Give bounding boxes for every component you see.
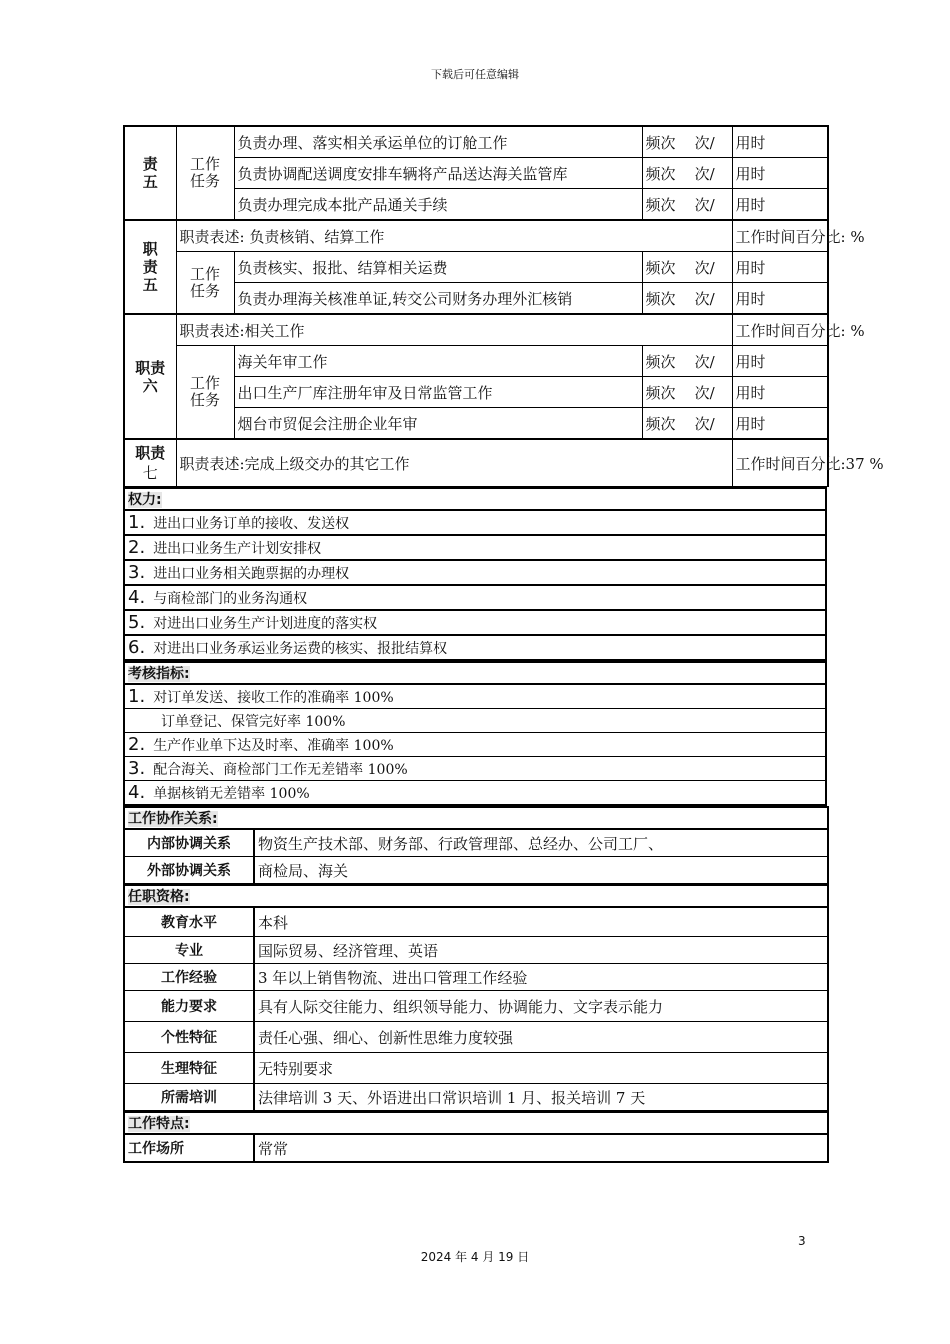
task-frequency: 频次 次/ [642,252,732,283]
duty5b-time-percent: 工作时间百分比: % [732,220,828,252]
authority-section [123,487,827,661]
duty5b-label: 职 责 五 [124,220,176,314]
task-time: 用时 [732,126,828,158]
duty7-label-top: 职责 [135,444,166,462]
qualification-key: 能力要求 [124,991,254,1022]
task-text: 负责办理海关核准单证,转交公司财务办理外汇核销 [234,283,642,315]
duty5b-description: 职责表述: 负责核销、结算工作 [176,220,732,252]
page-number: 3 [798,1234,806,1248]
qualification-section [123,884,829,1111]
section-title: 考核指标: [124,662,826,684]
features-value: 常常 [254,1134,828,1162]
task-time: 用时 [732,283,828,315]
qualification-key: 专业 [124,937,254,964]
duty5b-row-1 [124,252,828,283]
kpi-item: 4. 单据核销无差错率 100% [124,781,826,806]
qualification-value: 3 年以上销售物流、进出口管理工作经验 [254,964,828,991]
qualification-key: 生理特征 [124,1053,254,1084]
task-time: 用时 [732,189,828,221]
task-text: 烟台市贸促会注册企业年审 [234,408,642,440]
duty7-time-percent: 工作时间百分比:37 % [732,439,828,487]
job-description-document [123,125,884,1163]
page-header: 下载后可任意编辑 [431,68,519,81]
features-section [123,1111,829,1163]
duty5a-task-label: 工作 任务 [176,126,234,220]
duties-table [123,125,884,487]
cooperation-key: 外部协调关系 [124,857,254,884]
duty5b-task-label: 工作 任务 [176,252,234,315]
authority-item: 6. 对进出口业务承运业务运费的核实、报批结算权 [124,635,826,660]
section-title: 工作协作关系: [124,807,828,829]
duty7-label-bottom: 七 [142,464,158,482]
task-time: 用时 [732,158,828,189]
duty5a-row-1 [124,126,828,158]
qualification-value: 责任心强、细心、创新性思维力度较强 [254,1022,828,1053]
authority-item: 1. 进出口业务订单的接收、发送权 [124,510,826,535]
duty6-row-1 [124,346,828,377]
kpi-item: 1. 对订单发送、接收工作的准确率 100% [124,684,826,709]
cooperation-section [123,806,829,884]
duty7-row [124,439,828,487]
task-frequency: 频次 次/ [642,158,732,189]
duty6-label: 职责 六 [124,314,176,439]
task-frequency: 频次 次/ [642,408,732,440]
duty5b-desc-row [124,220,828,252]
duty6-description: 职责表述:相关工作 [176,314,732,346]
qualification-key: 个性特征 [124,1022,254,1053]
authority-item: 3. 进出口业务相关跑票据的办理权 [124,560,826,585]
qualification-value: 本科 [254,907,828,937]
task-frequency: 频次 次/ [642,189,732,221]
section-title: 权力: [124,488,826,510]
task-time: 用时 [732,408,828,440]
task-frequency: 频次 次/ [642,283,732,315]
qualification-key: 教育水平 [124,907,254,937]
duty6-desc-row [124,314,828,346]
qualification-key: 工作经验 [124,964,254,991]
cooperation-value: 物资生产技术部、财务部、行政管理部、总经办、公司工厂、 [254,829,828,857]
authority-item: 5. 对进出口业务生产计划进度的落实权 [124,610,826,635]
section-title: 任职资格: [124,885,828,907]
duty7-description: 职责表述:完成上级交办的其它工作 [176,439,732,487]
footer-date: 2024 年 4 月 19 日 [420,1250,530,1264]
task-time: 用时 [732,252,828,283]
task-text: 负责办理、落实相关承运单位的订舱工作 [234,126,642,158]
qualification-value: 国际贸易、经济管理、英语 [254,937,828,964]
task-text: 负责办理完成本批产品通关手续 [234,189,642,221]
kpi-item: 2. 生产作业单下达及时率、准确率 100% [124,733,826,757]
kpi-item: 订单登记、保管完好率 100% [124,709,826,733]
duty6-time-percent: 工作时间百分比: % [732,314,828,346]
section-title: 工作特点: [124,1112,828,1134]
task-frequency: 频次 次/ [642,126,732,158]
duty6-task-label: 工作 任务 [176,346,234,440]
cooperation-value: 商检局、海关 [254,857,828,884]
qualification-value: 无特别要求 [254,1053,828,1084]
task-text: 出口生产厂库注册年审及日常监管工作 [234,377,642,408]
cooperation-key: 内部协调关系 [124,829,254,857]
qualification-value: 具有人际交往能力、组织领导能力、协调能力、文字表示能力 [254,991,828,1022]
duty7-label [124,439,176,487]
authority-item: 4. 与商检部门的业务沟通权 [124,585,826,610]
kpi-item: 3. 配合海关、商检部门工作无差错率 100% [124,757,826,781]
authority-item: 2. 进出口业务生产计划安排权 [124,535,826,560]
task-text: 负责协调配送调度安排车辆将产品送达海关监管库 [234,158,642,189]
task-time: 用时 [732,346,828,377]
task-text: 负责核实、报批、结算相关运费 [234,252,642,283]
duty5a-label: 责 五 [124,126,176,220]
task-text: 海关年审工作 [234,346,642,377]
kpi-section [123,661,827,806]
qualification-key: 所需培训 [124,1084,254,1111]
task-frequency: 频次 次/ [642,377,732,408]
task-frequency: 频次 次/ [642,346,732,377]
features-key: 工作场所 [124,1134,254,1162]
task-time: 用时 [732,377,828,408]
qualification-value: 法律培训 3 天、外语进出口常识培训 1 月、报关培训 7 天 [254,1084,828,1111]
